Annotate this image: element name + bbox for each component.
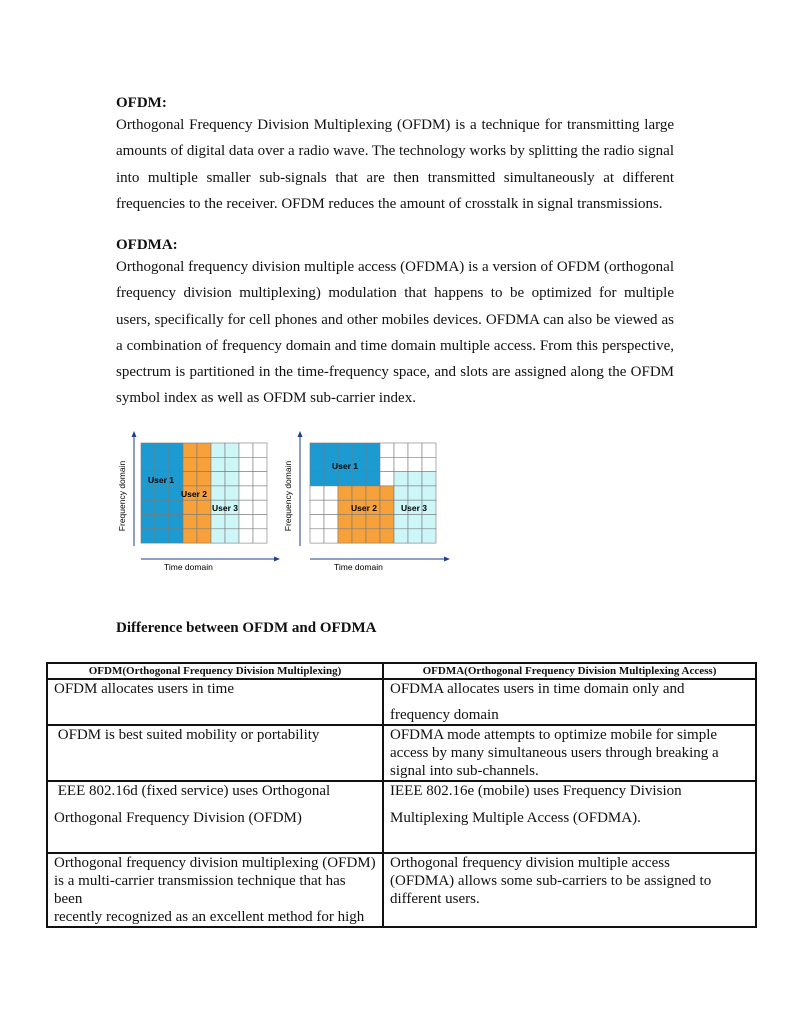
cell-text: IEEE 802.16e (mobile) uses Frequency Division — [390, 783, 682, 799]
grid-cell — [408, 486, 422, 500]
grid-cell — [239, 500, 253, 514]
cell-text: OFDM allocates users in time — [54, 681, 234, 697]
grid-cell — [422, 486, 436, 500]
grid-cell — [408, 472, 422, 486]
cell-text: Orthogonal frequency division multiplexing (OFDM) — [54, 855, 376, 871]
grid-cell — [141, 500, 155, 514]
grid-cell — [394, 529, 408, 543]
grid-cell — [422, 472, 436, 486]
grid-cell — [169, 457, 183, 471]
grid-cell — [211, 472, 225, 486]
header-ofdma: OFDMA(Orthogonal Frequency Division Multiplexing Access) — [383, 663, 756, 679]
cell-text: Multiplexing Multiple Access (OFDMA). — [390, 810, 641, 826]
grid-cell — [197, 472, 211, 486]
grid-cell — [310, 457, 324, 471]
grid-cell — [352, 529, 366, 543]
grid-cell — [169, 515, 183, 529]
grid-cell — [380, 500, 394, 514]
grid-cell — [338, 515, 352, 529]
grid-cell — [422, 457, 436, 471]
grid-cell — [169, 500, 183, 514]
ofdm-heading: OFDM: — [116, 95, 167, 111]
right-user1-label: User 1 — [332, 461, 358, 471]
grid-cell — [225, 486, 239, 500]
grid-cell — [310, 500, 324, 514]
grid-cell — [225, 443, 239, 457]
grid-cell — [380, 486, 394, 500]
grid-cell — [183, 515, 197, 529]
grid-cell — [225, 457, 239, 471]
table-cell — [383, 725, 756, 781]
grid-cell — [394, 486, 408, 500]
grid-cell — [141, 443, 155, 457]
grid-cell — [183, 529, 197, 543]
grid-cell — [169, 443, 183, 457]
right-grid — [310, 443, 436, 543]
grid-cell — [408, 515, 422, 529]
table-cell — [383, 679, 756, 725]
grid-cell — [380, 515, 394, 529]
table-cell — [47, 725, 383, 781]
table-cell — [47, 781, 383, 853]
grid-cell — [338, 443, 352, 457]
grid-cell — [380, 529, 394, 543]
ofdm-paragraph: Orthogonal Frequency Division Multiplexing (OFDM) is a technique for transmitting large amounts of digital data over a radio wave. The technology works by splitting the radio signal into multiple smaller sub-signals that are then transmitted simultaneously at different frequencies to the receiver. OFDM reduces the amount of crosstalk in signal transmissions. — [116, 117, 674, 212]
grid-cell — [366, 443, 380, 457]
cell-text: Orthogonal frequency division multiple access — [390, 855, 670, 871]
left-x-axis-label: Time domain — [164, 562, 213, 572]
cell-text: EEE 802.16d (fixed service) uses Orthogonal — [54, 783, 331, 799]
grid-cell — [253, 443, 267, 457]
left-x-arrow-icon — [274, 557, 280, 562]
grid-cell — [352, 472, 366, 486]
cell-text: OFDMA allocates users in time domain only and — [390, 681, 685, 697]
grid-cell — [408, 443, 422, 457]
grid-cell — [155, 486, 169, 500]
cell-text: (OFDMA) allows some sub-carriers to be assigned to — [390, 873, 712, 889]
grid-cell — [324, 472, 338, 486]
table-row — [47, 781, 756, 853]
right-user3-label: User 3 — [401, 503, 427, 513]
grid-cell — [253, 472, 267, 486]
grid-cell — [352, 443, 366, 457]
grid-cell — [253, 457, 267, 471]
right-x-axis-label: Time domain — [334, 562, 383, 572]
grid-cell — [324, 443, 338, 457]
grid-cell — [324, 486, 338, 500]
table-cell — [383, 781, 756, 853]
cell-text: frequency domain — [390, 707, 499, 723]
grid-cell — [183, 443, 197, 457]
grid-cell — [239, 486, 253, 500]
cell-text: Orthogonal Frequency Division (OFDM) — [54, 810, 302, 826]
grid-cell — [422, 515, 436, 529]
right-x-arrow-icon — [444, 557, 450, 562]
grid-cell — [394, 443, 408, 457]
grid-cell — [211, 515, 225, 529]
grid-cell — [338, 500, 352, 514]
grid-cell — [239, 515, 253, 529]
grid-cell — [155, 457, 169, 471]
grid-cell — [183, 472, 197, 486]
table-row — [47, 725, 756, 781]
grid-cell — [352, 486, 366, 500]
grid-cell — [197, 457, 211, 471]
grid-cell — [380, 472, 394, 486]
table-cell — [47, 679, 383, 725]
table-row — [47, 853, 756, 927]
grid-cell — [239, 443, 253, 457]
grid-cell — [225, 515, 239, 529]
grid-cell — [310, 515, 324, 529]
grid-cell — [155, 443, 169, 457]
grid-cell — [169, 529, 183, 543]
grid-cell — [253, 500, 267, 514]
grid-cell — [155, 500, 169, 514]
left-y-axis-label: Frequency domain — [117, 460, 127, 532]
grid-cell — [211, 457, 225, 471]
grid-cell — [239, 529, 253, 543]
grid-cell — [394, 472, 408, 486]
table-cell — [383, 853, 756, 927]
ofdma-paragraph: Orthogonal frequency division multiple access (OFDMA) is a version of OFDM (orthogonal frequency division multiplexing) modulation that happens to be optimized for multiple users, specifically for cell phones and other mobiles devices. OFDMA can also be viewed as a combination of frequency domain and time domain multiple access. From this perspective, spectrum is partitioned in the time-frequency space, and slots are assigned along the OFDM symbol index as well as OFDM sub-carrier index. — [116, 259, 674, 407]
ofdm-vs-ofdma-diagram — [116, 428, 456, 578]
grid-cell — [422, 443, 436, 457]
grid-cell — [310, 486, 324, 500]
cell-text: OFDMA mode attempts to optimize mobile for simple access by many simultaneous users through breaking a signal into sub-channels. — [390, 727, 719, 779]
ofdm-section — [116, 95, 674, 217]
grid-cell — [183, 457, 197, 471]
grid-cell — [366, 515, 380, 529]
grid-cell — [141, 515, 155, 529]
left-user1-label: User 1 — [148, 475, 174, 485]
grid-cell — [394, 457, 408, 471]
diagram-svg — [116, 428, 456, 578]
grid-cell — [310, 529, 324, 543]
left-user3-label: User 3 — [212, 503, 238, 513]
header-ofdm: OFDM(Orthogonal Frequency Division Multiplexing) — [47, 663, 383, 679]
grid-cell — [141, 486, 155, 500]
grid-cell — [310, 443, 324, 457]
grid-cell — [366, 486, 380, 500]
table-cell — [47, 853, 383, 927]
right-y-axis-label: Frequency domain — [283, 460, 293, 532]
grid-cell — [239, 472, 253, 486]
grid-cell — [422, 529, 436, 543]
grid-cell — [408, 529, 422, 543]
grid-cell — [253, 486, 267, 500]
right-user2-label: User 2 — [351, 503, 377, 513]
grid-cell — [197, 500, 211, 514]
grid-cell — [211, 443, 225, 457]
comparison-title: Difference between OFDM and OFDMA — [116, 620, 377, 636]
grid-cell — [380, 457, 394, 471]
grid-cell — [380, 443, 394, 457]
cell-text: different users. — [390, 891, 480, 907]
grid-cell — [197, 443, 211, 457]
grid-cell — [324, 529, 338, 543]
grid-cell — [155, 529, 169, 543]
grid-cell — [408, 457, 422, 471]
grid-cell — [225, 472, 239, 486]
ofdma-section — [116, 237, 674, 412]
grid-cell — [366, 529, 380, 543]
grid-cell — [324, 515, 338, 529]
grid-cell — [338, 486, 352, 500]
grid-cell — [239, 457, 253, 471]
grid-cell — [183, 500, 197, 514]
grid-cell — [253, 515, 267, 529]
grid-cell — [211, 486, 225, 500]
grid-cell — [211, 529, 225, 543]
right-y-arrow-icon — [298, 431, 303, 437]
cell-text: recently recognized as an excellent method for high — [54, 909, 365, 925]
grid-cell — [141, 457, 155, 471]
cell-text: OFDM is best suited mobility or portability — [54, 727, 320, 743]
grid-cell — [197, 515, 211, 529]
table-header-row — [47, 663, 756, 679]
grid-cell — [338, 472, 352, 486]
left-y-arrow-icon — [132, 431, 137, 437]
cell-text: is a multi-carrier transmission technique that has been — [54, 873, 346, 907]
grid-cell — [225, 529, 239, 543]
comparison-table — [46, 662, 757, 928]
grid-cell — [310, 472, 324, 486]
grid-cell — [352, 515, 366, 529]
grid-cell — [324, 500, 338, 514]
grid-cell — [366, 472, 380, 486]
grid-cell — [338, 529, 352, 543]
left-user2-label: User 2 — [181, 489, 207, 499]
grid-cell — [394, 515, 408, 529]
ofdma-heading: OFDMA: — [116, 237, 178, 253]
grid-cell — [366, 457, 380, 471]
grid-cell — [197, 529, 211, 543]
table-row — [47, 679, 756, 725]
grid-cell — [253, 529, 267, 543]
grid-cell — [141, 529, 155, 543]
grid-cell — [155, 515, 169, 529]
